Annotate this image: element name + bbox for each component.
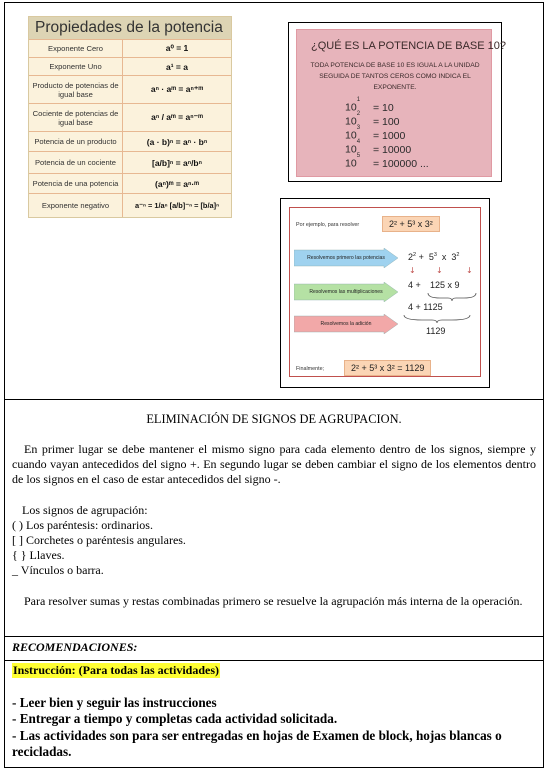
brace-icon: [402, 314, 472, 324]
final-expression: 2² + 5³ x 3² = 1129: [344, 360, 431, 376]
example-intro: Por ejemplo, para resolver: [296, 222, 360, 228]
base10-figure: [288, 22, 507, 182]
table-row: Potencia de un producto (a · b)ⁿ = aⁿ · bⁿ: [29, 131, 231, 151]
arrow-down-icon: ↓: [466, 266, 473, 275]
example-line-1: $2^2 + 5^3$ x $3^2$: [408, 252, 460, 262]
properties-title: Propiedades de la potencia: [29, 17, 231, 39]
recommendations-title: RECOMENDACIONES:: [12, 640, 138, 654]
list-item: $10^3 = 1000$: [345, 125, 406, 142]
paragraph-signs-rule: En primer lugar se debe mantener el mismo signo para cada elemento dentro de los signos, siempre y cuando vayan antecedidos del signo +. En segundo lugar se deben cambiar el signo de los elementos dentro de los signos en el caso de estar antecedidos del signo -.: [12, 442, 536, 486]
base10-card: [296, 29, 507, 177]
rule-item: - Entregar a tiempo y completas cada actividad solicitada.: [12, 711, 338, 726]
signs-intro: Los signos de agrupación:: [22, 503, 148, 517]
list-item: $10^2 = 100$: [345, 111, 400, 128]
table-row: Exponente negativo a⁻ⁿ = 1/aⁿ [a/b]⁻ⁿ = [b/a]ⁿ: [29, 193, 231, 217]
section-heading: ELIMINACIÓN DE SIGNOS DE AGRUPACION.: [146, 412, 402, 426]
step-adicion: Resolvemos la adición: [294, 314, 398, 334]
paragraph-combined: Para resolver sumas y restas combinadas primero se resuelve la agrupación más interna de la operación.: [24, 594, 523, 608]
divider-top: [4, 399, 544, 400]
table-row: Exponente Uno a¹ = a: [29, 57, 231, 75]
example-line-3: 4 + 1125: [408, 302, 443, 312]
list-item: [ ] Corchetes o paréntesis angulares.: [12, 533, 186, 547]
table-row: Exponente Cero a⁰ = 1: [29, 39, 231, 57]
step-multiplicaciones: Resolvemos las multiplicaciones: [294, 282, 398, 302]
example-figure: [280, 198, 490, 388]
final-label: Finalmente;: [296, 366, 325, 372]
example-line-2a: 4 +: [408, 280, 421, 290]
rule-item: - Leer bien y seguir las instrucciones: [12, 695, 217, 710]
brace-icon: [426, 292, 478, 302]
example-line-2b: 125 x 9: [430, 280, 460, 290]
base10-title: ¿QUÉ ES LA POTENCIA DE BASE 10?: [311, 40, 507, 52]
example-card: [289, 207, 481, 377]
table-row: Cociente de potencias de igual base aⁿ / aᵐ = aⁿ⁻ᵐ: [29, 103, 231, 131]
list-item: _ Vínculos o barra.: [12, 563, 104, 577]
signs-list: [12, 503, 186, 578]
list-item: $10^4 = 10000$: [345, 139, 412, 156]
rule-item: - Las actividades son para ser entregadas en hojas de Examen de block, hojas blancas o recicladas.: [12, 728, 502, 759]
arrow-down-icon: ↓: [409, 266, 416, 275]
list-item: ( ) Los paréntesis: ordinarios.: [12, 518, 153, 532]
table-row: Potencia de una potencia (aⁿ)ᵐ = aⁿ·ᵐ: [29, 173, 231, 193]
list-item: { } Llaves.: [12, 548, 65, 562]
divider-middle: [4, 636, 544, 637]
example-expression: 2² + 5³ x 3²: [382, 216, 440, 232]
example-line-4: 1129: [426, 326, 446, 336]
list-item: $10^5 = 100000$ ...: [345, 153, 429, 170]
properties-table: [28, 16, 232, 218]
table-row: Producto de potencias de igual base aⁿ · aᵐ = aⁿ⁺ᵐ: [29, 75, 231, 103]
step-potencias: Resolvemos primero las potencias: [294, 248, 398, 268]
divider-bottom: [4, 660, 544, 661]
list-item: $10^1 = 10$: [345, 97, 394, 114]
arrow-down-icon: ↓: [436, 266, 443, 275]
table-row: Potencia de un cociente [a/b]ⁿ = aⁿ/bⁿ: [29, 151, 231, 173]
instruction-label: Instrucción: (Para todas las actividades): [13, 663, 219, 677]
base10-text: TODA POTENCIA DE BASE 10 ES IGUAL A LA UNIDAD SEGUIDA DE TANTOS CEROS COMO INDICA EL EXPONENTE.: [310, 62, 480, 91]
